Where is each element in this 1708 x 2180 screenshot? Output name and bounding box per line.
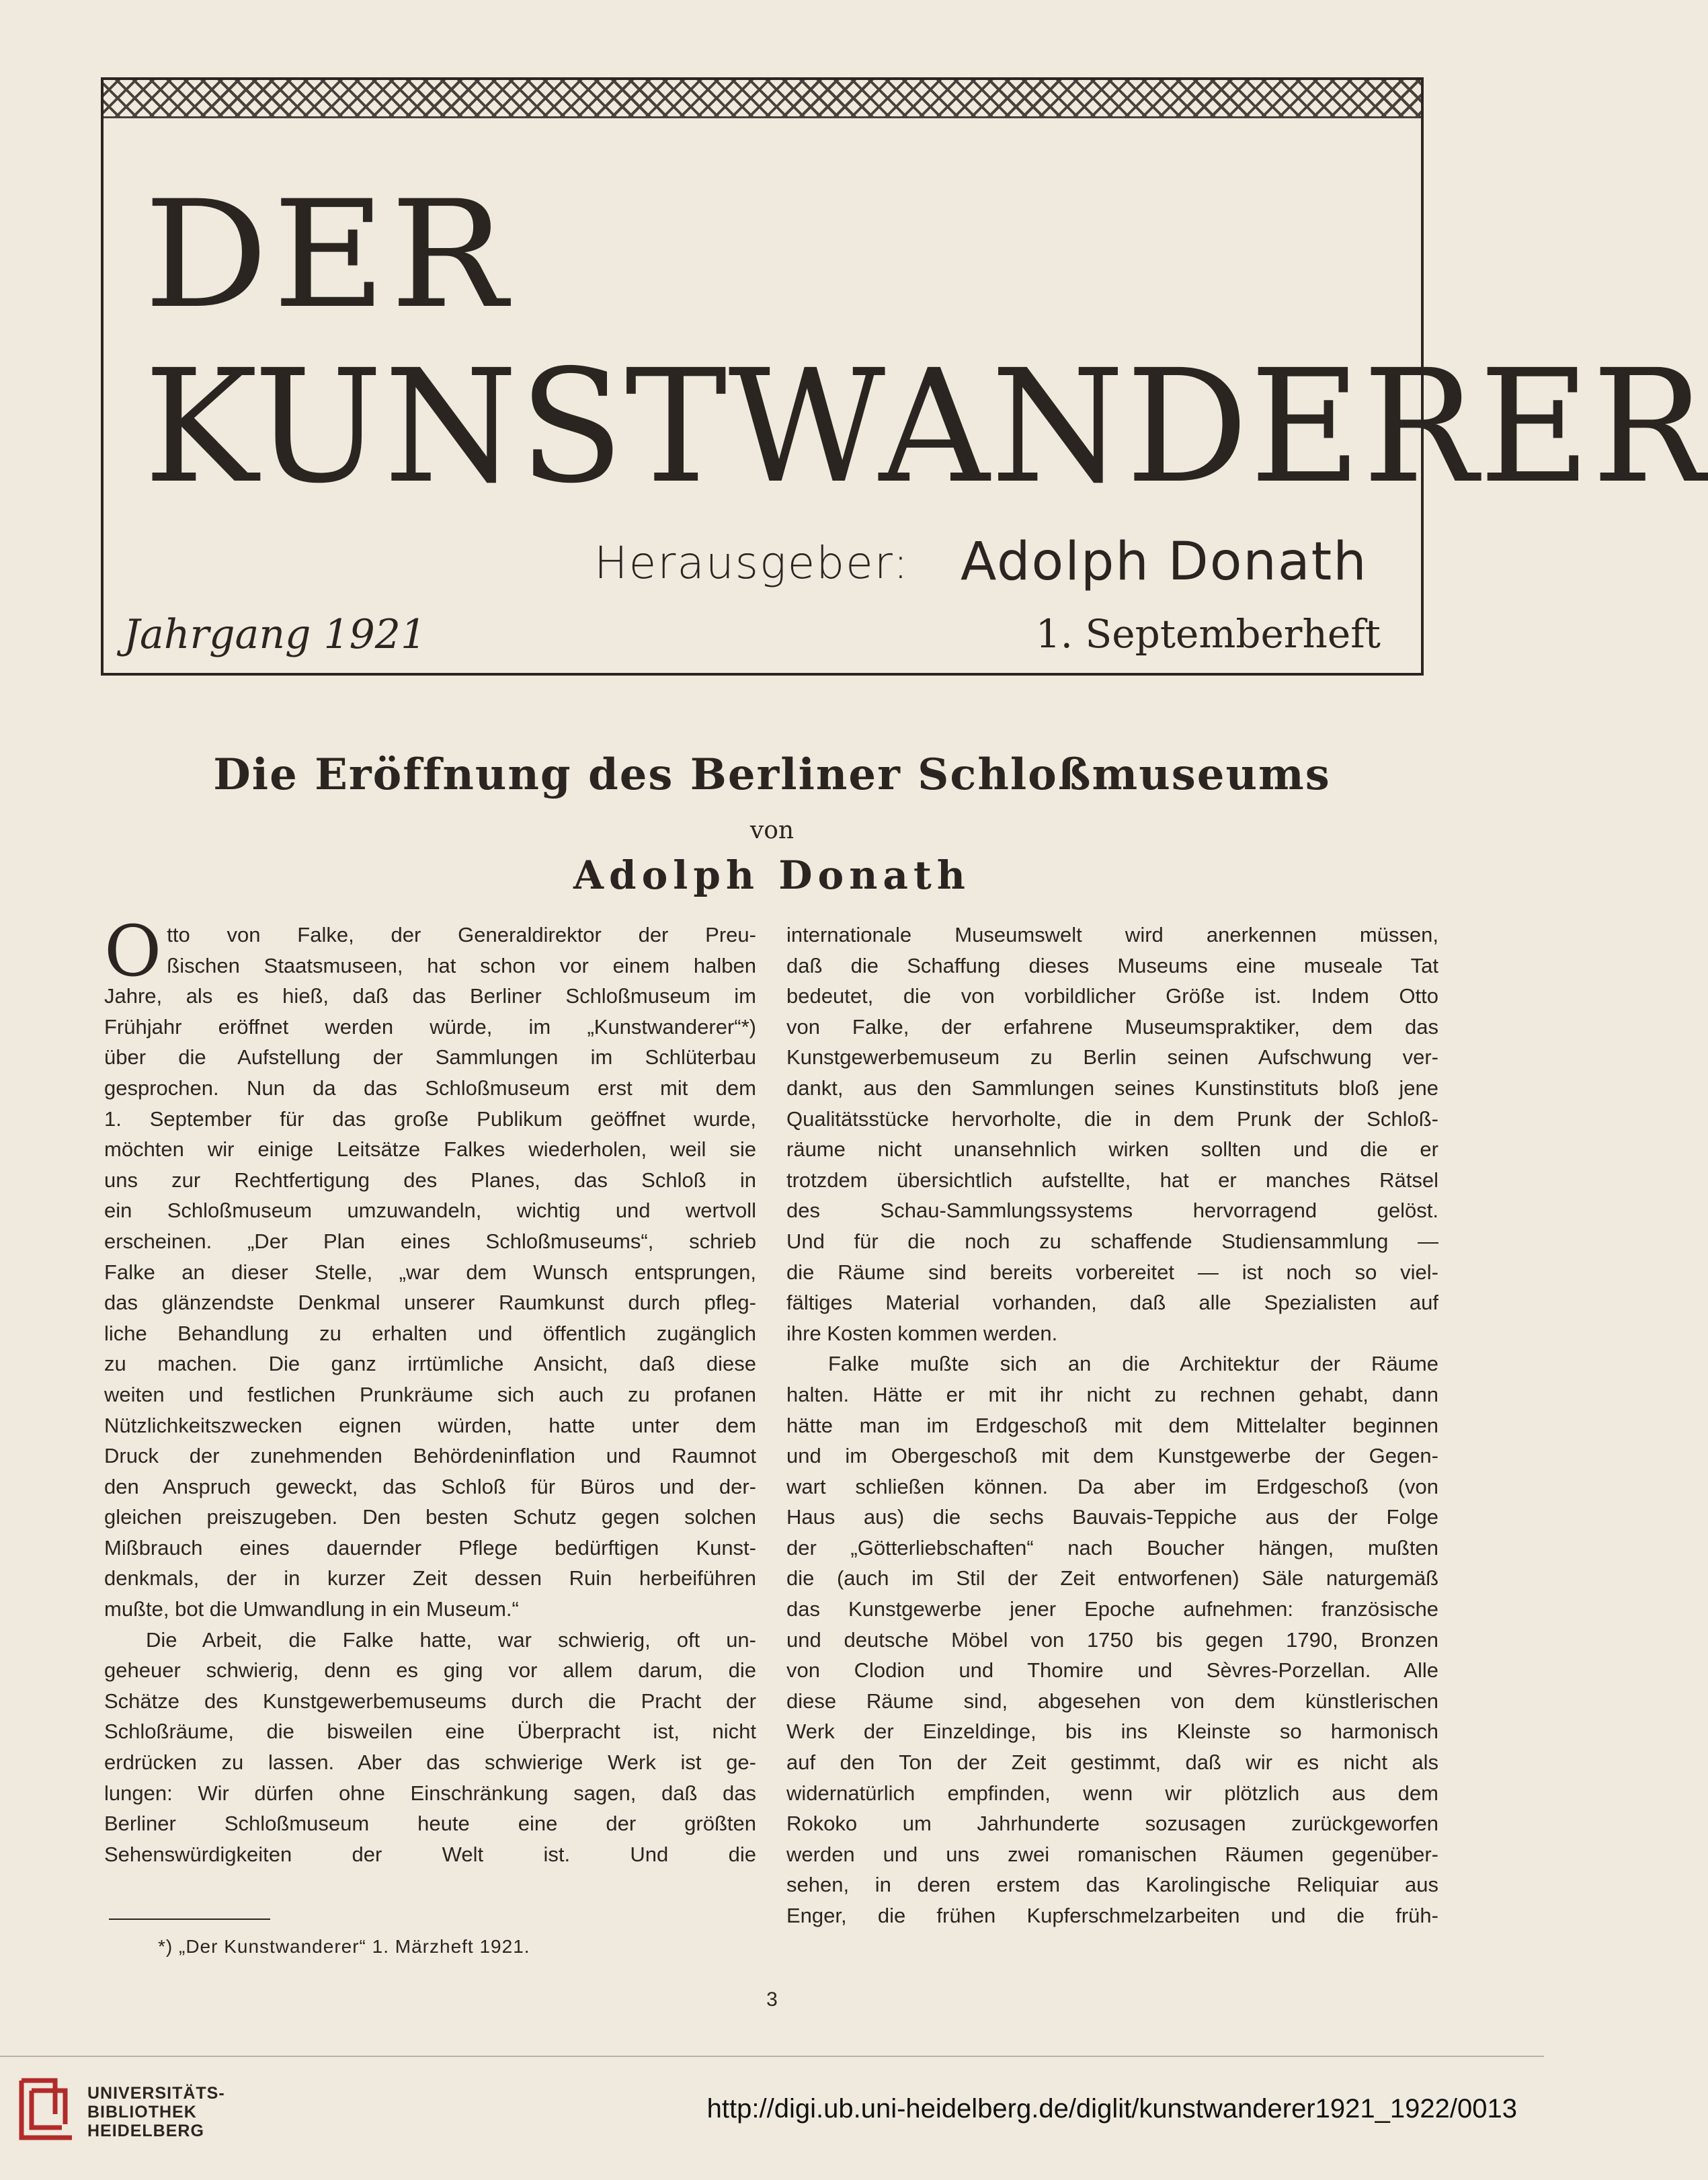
text-line: hätte man im Erdgeschoß mit dem Mittelalter beginnen [786, 1413, 1438, 1437]
text-line: Mißbrauch eines dauernder Pflege bedürftigen Kunst- [104, 1535, 756, 1560]
drop-cap: O [104, 910, 162, 992]
text-line: das Kunstgewerbe jener Epoche aufnehmen: französische [786, 1597, 1438, 1621]
text-line: sehen, in deren erstem das Karolingische Reliquiar aus [786, 1873, 1438, 1897]
title-der: DER [144, 169, 512, 341]
library-logo-icon [15, 2074, 79, 2148]
text-line: fältiges Material vorhanden, daß alle Spezialisten auf [786, 1291, 1438, 1315]
text-line: Rokoko um Jahrhunderte sozusagen zurückgeworfen [786, 1812, 1438, 1836]
text-line: möchten wir einige Leitsätze Falkes wiederholen, weil sie [104, 1137, 756, 1162]
text-line: Jahre, als es hieß, daß das Berliner Schloßmuseum im [104, 984, 756, 1008]
text-line: Sehenswürdigkeiten der Welt ist. Und die [104, 1842, 756, 1866]
text-line: 1. September für das große Publikum geöffnet wurde, [104, 1106, 756, 1131]
text-line: trotzdem übersichtlich aufstellte, hat er manches Rätsel [786, 1168, 1438, 1192]
text-line: Falke mußte sich an die Architektur der Räume [828, 1352, 1438, 1376]
text-line: Berliner Schloßmuseum heute eine der größten [104, 1812, 756, 1836]
text-line: Die Arbeit, die Falke hatte, war schwierig, oft un- [146, 1627, 756, 1652]
text-line: und im Obergeschoß mit dem Kunstgewerbe der Gegen- [786, 1444, 1438, 1468]
text-line: Enger, die frühen Kupferschmelzarbeiten und die früh- [786, 1904, 1438, 1927]
text-line: der „Götterliebschaften“ nach Boucher hängen, mußten [786, 1535, 1438, 1560]
right-column [786, 920, 1438, 1931]
footnote: *) „Der Kunstwanderer“ 1. Märzheft 1921. [158, 1936, 530, 1957]
text-line: Falke an dieser Stelle, „war dem Wunsch entsprungen, [104, 1260, 756, 1284]
text-line: wart schließen können. Da aber im Erdgeschoß (von [786, 1474, 1438, 1498]
text-line: werden und uns zwei romanischen Räumen gegenüber- [786, 1842, 1438, 1866]
text-line: geheuer schwierig, denn es ging vor allem darum, die [104, 1658, 756, 1683]
library-name [87, 2084, 225, 2140]
text-line: den Anspruch geweckt, das Schloß für Büros und der- [104, 1474, 756, 1498]
footnote-rule [109, 1919, 270, 1920]
text-line: internationale Museumswelt wird anerkennen müssen, [786, 923, 1438, 946]
text-line: Frühjahr eröffnet werden würde, im „Kunstwanderer“*) [104, 1014, 756, 1039]
text-line: die Räume sind bereits vorbereitet — ist noch so viel- [786, 1260, 1438, 1284]
library-name-line1: UNIVERSITÄTS- [87, 2084, 225, 2103]
text-line: diese Räume sind, abgesehen von dem künstlerischen [786, 1689, 1438, 1713]
text-line: und deutsche Möbel von 1750 bis gegen 1790, Bronzen [786, 1627, 1438, 1652]
issue-label: 1. Septemberheft [1035, 611, 1381, 657]
article-title: Die Eröffnung des Berliner Schloßmuseums [213, 750, 1331, 800]
text-line: lungen: Wir dürfen ohne Einschränkung sagen, daß das [104, 1781, 756, 1805]
text-line: von Clodion und Thomire und Sèvres-Porzellan. Alle [786, 1658, 1438, 1683]
text-line: räume nicht unansehnlich wirken sollten und die er [786, 1137, 1438, 1162]
text-line: zu machen. Die ganz irrtümliche Ansicht, daß diese [104, 1352, 756, 1376]
article-author: Adolph Donath [573, 852, 971, 898]
library-name-line3: HEIDELBERG [87, 2122, 204, 2140]
text-line: Haus aus) die sechs Bauvais-Teppiche aus der Folge [786, 1505, 1438, 1529]
text-line: Nützlichkeitszwecken eignen würden, hatte unter dem [104, 1413, 756, 1437]
text-line: Werk der Einzeldinge, bis ins Kleinste so harmonisch [786, 1720, 1438, 1744]
text-line: ßischen Staatsmuseen, hat schon vor einem halben [167, 953, 756, 977]
text-line: gesprochen. Nun da das Schloßmuseum erst mit dem [104, 1076, 756, 1100]
text-line: denkmals, der in kurzer Zeit dessen Ruin herbeiführen [104, 1566, 756, 1590]
text-line: tto von Falke, der Generaldirektor der Preu- [167, 923, 756, 946]
text-line: gleichen preiszugeben. Den besten Schutz gegen solchen [104, 1505, 756, 1529]
volume-year: Jahrgang 1921 [124, 611, 427, 658]
text-line: Schätze des Kunstgewerbemuseums durch die Pracht der [104, 1689, 756, 1713]
text-line: bedeutet, die von vorbildlicher Größe ist. Indem Otto [786, 984, 1438, 1008]
masthead [101, 77, 1708, 676]
text-line: widernatürlich empfinden, wenn wir plötzlich aus dem [786, 1781, 1438, 1805]
page-number: 3 [766, 1988, 778, 2011]
text-line: weiten und festlichen Prunkräume sich auch zu profanen [104, 1382, 756, 1406]
article-von: von [749, 817, 795, 844]
text-line: dankt, aus den Sammlungen seines Kunstinstituts bloß jene [786, 1076, 1438, 1100]
text-line: Und für die noch zu schaffende Studiensammlung — [786, 1229, 1438, 1253]
text-line: daß die Schaffung dieses Museums eine museale Tat [786, 953, 1438, 977]
text-line: uns zur Rechtfertigung des Planes, das Schloß in [104, 1168, 756, 1192]
ornamental-border [104, 80, 1421, 118]
text-line: ihre Kosten kommen werden. [786, 1321, 1058, 1345]
text-line: die (auch im Stil der Zeit entworfenen) Säle naturgemäß [786, 1566, 1438, 1590]
library-name-line2: BIBLIOTHEK [87, 2103, 197, 2122]
text-line: mußte, bot die Umwandlung in ein Museum.“ [104, 1597, 519, 1621]
text-line: liche Behandlung zu erhalten und öffentlich zugänglich [104, 1321, 756, 1345]
text-line: von Falke, der erfahrene Museumspraktiker, dem das [786, 1014, 1438, 1039]
text-line: das glänzendste Denkmal unserer Raumkunst durch pfleg- [104, 1291, 756, 1315]
footer-divider [0, 2056, 1544, 2057]
text-line: über die Aufstellung der Sammlungen im Schlüterbau [104, 1045, 756, 1069]
text-line: Druck der zunehmenden Behördeninflation und Raumnot [104, 1444, 756, 1468]
editor-label: Herausgeber: [594, 537, 909, 589]
source-url[interactable]: http://digi.ub.uni-heidelberg.de/diglit/kunstwanderer1921_1922/0013 [706, 2094, 1517, 2124]
text-line: Schloßräume, die bisweilen eine Überpracht ist, nicht [104, 1720, 756, 1744]
text-line: auf den Ton der Zeit gestimmt, daß wir es nicht als [786, 1750, 1438, 1775]
left-column [104, 910, 756, 1869]
text-line: halten. Hätte er mit ihr nicht zu rechnen gehabt, dann [786, 1382, 1438, 1406]
title-kunstwanderer: KUNSTWANDERER [144, 336, 1708, 518]
text-line: des Schau-Sammlungssystems hervorragend gelöst. [786, 1199, 1438, 1223]
text-line: erdrücken zu lassen. Aber das schwierige Werk ist ge- [104, 1750, 756, 1775]
text-line: erscheinen. „Der Plan eines Schloßmuseums“, schrieb [104, 1229, 756, 1253]
text-line: ein Schloßmuseum umzuwandeln, wichtig und wertvoll [104, 1199, 756, 1223]
editor-name: Adolph Donath [961, 532, 1368, 592]
text-line: Kunstgewerbemuseum zu Berlin seinen Aufschwung ver- [786, 1045, 1438, 1069]
text-line: Qualitätsstücke hervorholte, die in dem Prunk der Schloß- [786, 1106, 1438, 1131]
